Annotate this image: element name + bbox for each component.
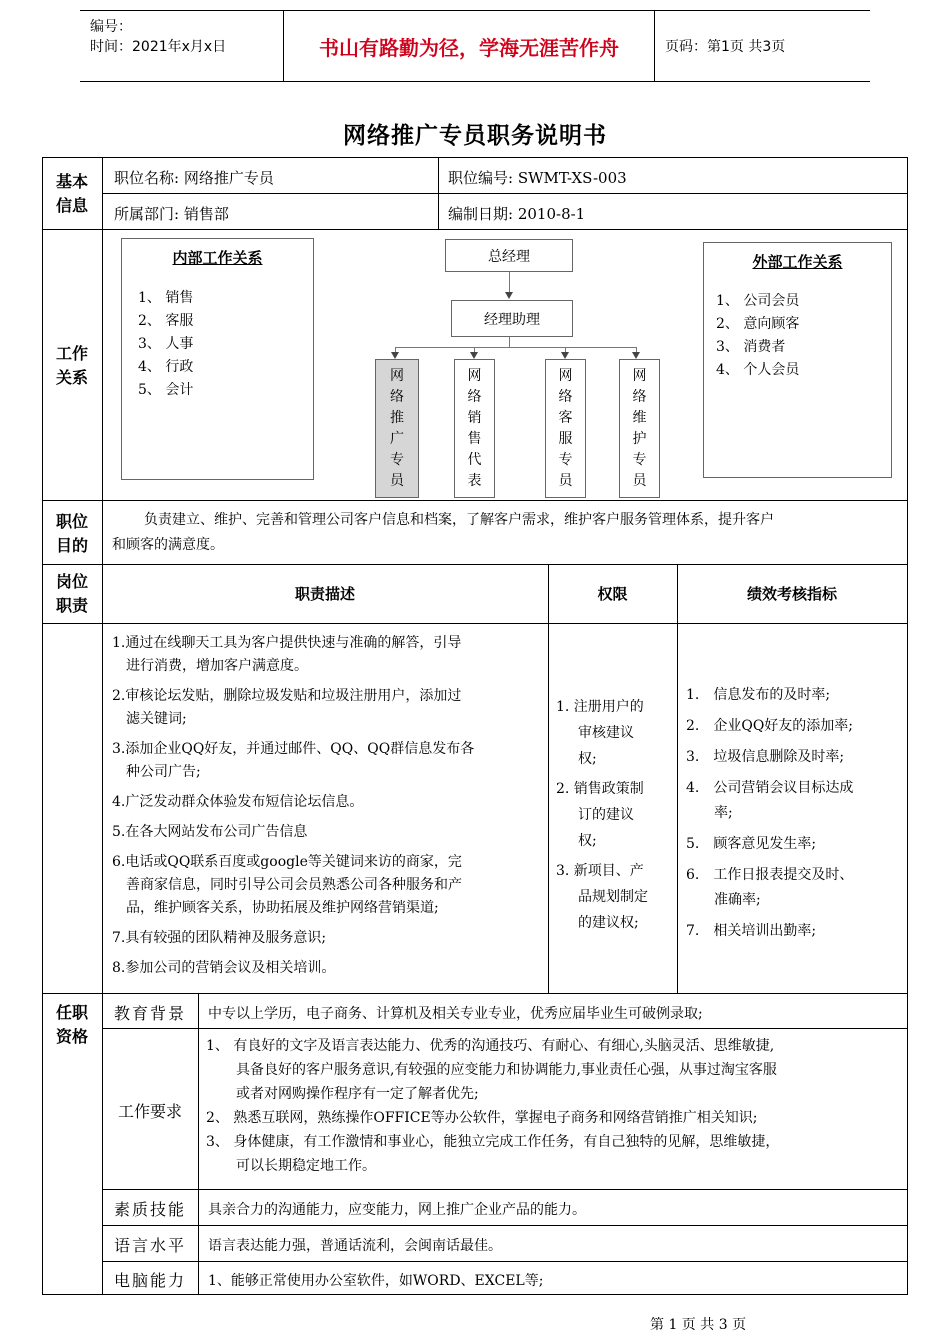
authority-item: [556, 858, 673, 936]
work-requirement-item-line: 2、 熟悉互联网，熟练操作OFFICE等办公软件，掌握电子商务和网络营销推广相关知识;: [206, 1110, 758, 1126]
duty-item-line: 7.具有较强的团队精神及服务意识;: [112, 930, 327, 946]
arrow-down-icon: [505, 292, 513, 299]
authority-item-line: 权;: [578, 751, 597, 767]
authority-item-line: 品规划制定: [578, 889, 648, 905]
kpi-item: [686, 745, 904, 770]
org-leaf-char: 络: [632, 389, 647, 405]
column-header-description: 职责描述: [294, 585, 355, 603]
section-label-basic-info: 基本信息: [55, 172, 88, 215]
duty-item-line: 1.通过在线聊天工具为客户提供快速与准确的解答，引导: [112, 635, 462, 651]
duty-description-list: [112, 632, 544, 987]
arrow-down-icon: [632, 352, 640, 359]
qual-label-language: 语言水平: [113, 1236, 186, 1255]
work-requirement-item-line: 具备良好的客户服务意识,有较强的应变能力和协调能力,事业责任心强，从事过淘宝客服: [236, 1062, 777, 1078]
qual-label-work: 工作要求: [117, 1102, 182, 1121]
work-requirement-item-line: 或者对网购操作程序有一定了解者优先;: [236, 1086, 479, 1102]
authority-item-line: 订的建议: [578, 807, 634, 823]
org-node-promotion-specialist: [375, 359, 419, 498]
authority-item: [556, 776, 673, 854]
qual-label-education: 教育背景: [113, 1004, 186, 1023]
section-label-relations: 工作关系: [55, 344, 88, 387]
authority-item-line: 审核建议: [578, 725, 634, 741]
org-leaf-char: 网: [390, 368, 404, 384]
qual-work-list: [206, 1034, 902, 1178]
duty-item-line: 善商家信息，同时引导公司会员熟悉公司各种服务和产: [126, 877, 462, 893]
authority-item-line: 2. 销售政策制: [556, 781, 644, 797]
kpi-item-line: 6. 工作日报表提交及时、: [686, 867, 854, 883]
qual-skill-text: 具亲合力的沟通能力，应变能力，网上推广企业产品的能力。: [208, 1202, 586, 1218]
org-leaf-char: 员: [632, 473, 647, 489]
kpi-item-line: 1. 信息发布的及时率;: [686, 687, 831, 703]
kpi-item: [686, 832, 904, 857]
org-leaf-char: 售: [467, 431, 482, 447]
kpi-item-line: 率;: [714, 805, 733, 821]
kpi-item: [686, 919, 904, 944]
duty-item: [112, 738, 544, 784]
authority-item-line: 1. 注册用户的: [556, 699, 644, 715]
org-leaf-char: 员: [390, 473, 404, 489]
org-node-sales-rep: [454, 359, 495, 498]
internal-relations-box: [121, 238, 314, 480]
column-header-kpi: 绩效考核指标: [746, 585, 837, 603]
kpi-item-line: 2. 企业QQ好友的添加率;: [686, 718, 854, 734]
org-leaf-char: 专: [390, 452, 404, 468]
list-item: 3、 人事: [138, 336, 194, 352]
org-leaf-char: 推: [390, 410, 404, 426]
external-relations-list: [716, 290, 799, 382]
work-requirement-item-line: 1、 有良好的文字及语言表达能力、优秀的沟通技巧、有耐心、有细心,头脑灵活、思维敏捷,: [206, 1038, 775, 1054]
arrow-down-icon: [391, 352, 399, 359]
org-node-manager-assistant: 经理助理: [451, 300, 573, 337]
org-leaf-label: [546, 360, 585, 492]
purpose-line: 和顾客的满意度。: [112, 537, 224, 553]
section-label-qualifications: 任职资格: [55, 1003, 88, 1046]
duty-item: [112, 927, 544, 950]
duty-item-line: 滤关键词;: [126, 711, 187, 727]
list-item: 2、 客服: [138, 313, 194, 329]
duty-item-line: 2.审核论坛发贴，删除垃圾发贴和垃圾注册用户，添加过: [112, 688, 462, 704]
org-leaf-char: 代: [467, 452, 482, 468]
org-leaf-label: [376, 360, 418, 492]
duty-item-line: 品，维护顾客关系，协助拓展及维护网络营销渠道;: [126, 900, 439, 916]
section-label-purpose: 职位目的: [55, 512, 88, 555]
qual-language-text: 语言表达能力强，普通话流利，会闽南话最佳。: [208, 1238, 502, 1254]
work-requirement-item: [206, 1106, 902, 1130]
external-relations-box: [703, 242, 892, 478]
authority-item: [556, 694, 673, 772]
org-leaf-char: 护: [632, 431, 647, 447]
internal-relations-list: [138, 287, 193, 402]
kpi-item: [686, 683, 904, 708]
list-item: 4、 个人会员: [716, 362, 800, 378]
kpi-item-line: 准确率;: [714, 892, 761, 908]
column-header-authority: 权限: [597, 585, 628, 603]
kpi-item-line: 3. 垃圾信息删除及时率;: [686, 749, 845, 765]
duty-item: [112, 632, 544, 678]
time-label: 时间：2021年x月x日: [90, 39, 227, 55]
kpi-item: [686, 714, 904, 739]
work-requirement-item-line: 可以长期稳定地工作。: [236, 1158, 376, 1174]
list-item: 4、 行政: [138, 359, 194, 375]
org-leaf-char: 网: [632, 368, 647, 384]
duty-item-line: 进行消费，增加客户满意度。: [126, 658, 308, 674]
kpi-item: [686, 863, 904, 913]
serial-label: 编号：: [90, 19, 132, 35]
duty-item-line: 8.参加公司的营销会议及相关培训。: [112, 960, 336, 976]
list-item: 2、 意向顾客: [716, 316, 800, 332]
purpose-text: [112, 508, 902, 558]
org-leaf-char: 维: [632, 410, 647, 426]
department: 所属部门: 销售部: [114, 205, 229, 223]
section-label-duties: 岗位职责: [55, 572, 88, 615]
list-item: 3、 消费者: [716, 339, 786, 355]
org-leaf-char: 表: [467, 473, 482, 489]
list-item: 1、 公司会员: [716, 293, 800, 309]
authority-item-line: 的建议权;: [578, 915, 639, 931]
work-requirement-item: [206, 1130, 902, 1178]
org-node-general-manager: 总经理: [445, 239, 573, 272]
kpi-item-line: 5. 顾客意见发生率;: [686, 836, 817, 852]
header-motto: 书山有路勤为径，学海无涯苦作舟: [284, 11, 655, 81]
org-leaf-char: 销: [467, 410, 482, 426]
org-leaf-char: 络: [467, 389, 482, 405]
org-leaf-char: 专: [632, 452, 647, 468]
duty-item-line: 种公司广告;: [126, 764, 201, 780]
org-leaf-char: 员: [558, 473, 573, 489]
duty-item: [112, 821, 544, 844]
qual-education-text: 中专以上学历，电子商务、计算机及相关专业专业，优秀应届毕业生可破例录取;: [208, 1006, 703, 1022]
org-leaf-char: 专: [558, 452, 573, 468]
list-item: 1、 销售: [138, 290, 194, 306]
external-relations-title: 外部工作关系: [752, 253, 843, 271]
org-leaf-char: 网: [467, 368, 482, 384]
header-page-info: 页码：第1页 共3页: [665, 39, 786, 55]
duty-item: [112, 685, 544, 731]
header-meta: [80, 11, 284, 81]
authority-item-line: 3. 新项目、产: [556, 863, 644, 879]
org-leaf-label: [455, 360, 494, 492]
kpi-list: [686, 683, 904, 950]
position-code: 职位编号: SWMT-XS-003: [448, 169, 627, 187]
duty-item: [112, 957, 544, 980]
org-node-customer-service: [545, 359, 586, 498]
org-leaf-char: 网: [558, 368, 573, 384]
qual-label-skill: 素质技能: [113, 1200, 186, 1219]
doc-title: 网络推广专员职务说明书: [343, 122, 607, 149]
page-header: [80, 10, 870, 82]
kpi-item: [686, 776, 904, 826]
org-leaf-char: 络: [558, 389, 573, 405]
arrow-down-icon: [470, 352, 478, 359]
qual-label-computer: 电脑能力: [113, 1271, 186, 1290]
page-footer: 第 1 页 共 3 页: [650, 1317, 747, 1333]
internal-relations-title: 内部工作关系: [172, 249, 263, 267]
duty-item-line: 3.添加企业QQ好友，并通过邮件、QQ、QQ群信息发布各: [112, 741, 475, 757]
duty-item-line: 6.电话或QQ联系百度或google等关键词来访的商家，完: [112, 854, 462, 870]
authority-list: [556, 694, 673, 940]
arrow-down-icon: [561, 352, 569, 359]
org-leaf-char: 络: [390, 389, 404, 405]
org-leaf-char: 广: [390, 431, 404, 447]
kpi-item-line: 4. 公司营销会议目标达成: [686, 780, 854, 796]
purpose-line: 负责建立、维护、完善和管理公司客户信息和档案，了解客户需求，维护客户服务管理体系，提升客户: [144, 512, 774, 528]
compile-date: 编制日期: 2010-8-1: [448, 205, 586, 223]
work-requirement-item: [206, 1034, 902, 1106]
qual-computer-text: 1、能够正常使用办公室软件，如WORD、EXCEL等;: [208, 1273, 544, 1289]
org-leaf-char: 客: [558, 410, 573, 426]
kpi-item-line: 7. 相关培训出勤率;: [686, 923, 817, 939]
list-item: 5、 会计: [138, 382, 194, 398]
org-leaf-char: 服: [558, 431, 573, 447]
duty-item: [112, 851, 544, 920]
authority-item-line: 权;: [578, 833, 597, 849]
duty-item-line: 4.广泛发动群众体验发布短信论坛信息。: [112, 794, 364, 810]
work-requirement-item-line: 3、 身体健康，有工作激情和事业心，能独立完成工作任务，有自己独特的见解，思维敏捷，: [206, 1134, 780, 1150]
duty-item-line: 5.在各大网站发布公司广告信息: [112, 824, 308, 840]
position-name: 职位名称: 网络推广专员: [114, 169, 274, 187]
org-node-maintenance: [619, 359, 660, 498]
org-leaf-label: [620, 360, 659, 492]
duty-item: [112, 791, 544, 814]
